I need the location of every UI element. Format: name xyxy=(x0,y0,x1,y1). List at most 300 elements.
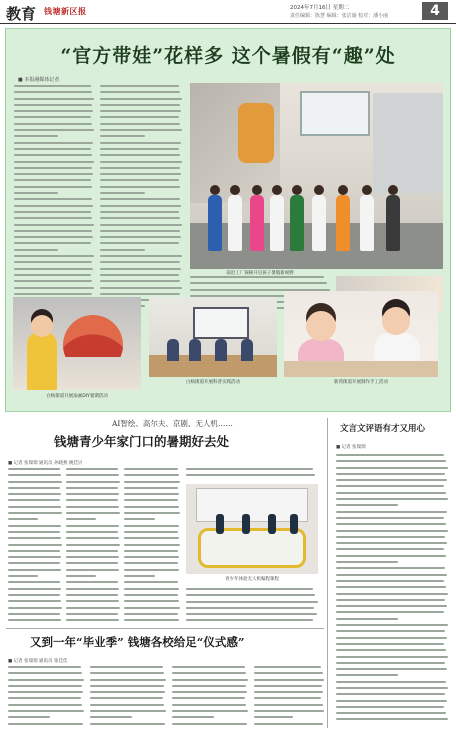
text-line xyxy=(124,493,179,495)
text-line xyxy=(8,550,60,552)
text-line xyxy=(66,607,120,609)
student-figure xyxy=(215,339,227,361)
student-figure xyxy=(242,514,250,534)
text-line xyxy=(124,537,179,539)
text-line xyxy=(336,454,444,456)
text-line xyxy=(336,624,448,626)
text-line xyxy=(14,192,58,194)
text-line xyxy=(14,224,94,226)
text-line xyxy=(66,525,119,527)
child-figure xyxy=(360,195,374,251)
article-kicker: AI智绘、高尔夫、京剧、无人机…… xyxy=(112,419,233,428)
text-line xyxy=(336,555,446,557)
text-line xyxy=(124,481,180,483)
text-line xyxy=(190,282,327,284)
text-line xyxy=(90,679,166,681)
text-line xyxy=(336,706,444,708)
text-line xyxy=(100,104,180,106)
text-line xyxy=(66,575,96,577)
text-line xyxy=(14,91,92,93)
fan-photo-caption: 白杨街道开展扇画DIY暑期活动 xyxy=(46,394,108,399)
issue-date: 2024年7月16日 星期二 xyxy=(290,5,350,11)
factory-tour-photo xyxy=(190,83,443,269)
bottom-article-headline: 又到一年“毕业季” 钱塘各校给足“仪式感” xyxy=(30,635,245,649)
student-figure xyxy=(290,514,298,534)
drone-track-mat xyxy=(198,528,306,568)
bottom-text-col-3 xyxy=(172,666,248,730)
text-line xyxy=(172,672,246,674)
text-line xyxy=(8,575,38,577)
text-line xyxy=(124,619,179,621)
text-line xyxy=(100,179,179,181)
text-line xyxy=(66,544,120,546)
text-line xyxy=(124,468,178,470)
text-line xyxy=(8,562,60,564)
text-line xyxy=(336,530,448,532)
child-figure xyxy=(208,195,222,251)
text-line xyxy=(14,104,92,106)
text-line xyxy=(124,594,178,596)
text-line xyxy=(100,217,180,219)
text-line xyxy=(90,710,166,712)
text-line xyxy=(66,562,118,564)
text-line xyxy=(336,567,445,569)
text-line xyxy=(66,468,118,470)
text-line xyxy=(8,531,60,533)
text-line xyxy=(90,672,164,674)
text-line xyxy=(66,506,119,508)
text-line xyxy=(186,588,313,590)
feature-text-col-1 xyxy=(14,85,94,315)
text-line xyxy=(8,468,60,470)
text-line xyxy=(66,474,119,476)
text-line xyxy=(8,594,60,596)
text-line xyxy=(336,473,445,475)
text-line xyxy=(8,607,62,609)
text-line xyxy=(124,506,179,508)
text-line xyxy=(100,255,182,257)
text-line xyxy=(254,672,323,674)
text-line xyxy=(14,123,92,125)
text-line xyxy=(14,186,92,188)
robot-arm xyxy=(238,103,274,163)
text-line xyxy=(100,287,182,289)
page-number: 4 xyxy=(422,2,448,20)
text-line xyxy=(100,205,181,207)
observation-window xyxy=(300,91,370,136)
text-line xyxy=(100,274,179,276)
text-line xyxy=(100,224,182,226)
text-line xyxy=(336,561,398,563)
text-line xyxy=(124,569,179,571)
text-line xyxy=(124,575,155,577)
text-line xyxy=(8,569,61,571)
text-line xyxy=(66,550,118,552)
text-line xyxy=(8,493,61,495)
text-line xyxy=(336,504,398,506)
text-line xyxy=(336,687,448,689)
handicraft-photo xyxy=(284,291,438,377)
text-line xyxy=(336,668,447,670)
text-line xyxy=(90,716,132,718)
text-line xyxy=(186,594,315,596)
feature-headline: “官方带娃”花样多 这个暑假有“趣”处 xyxy=(60,45,396,67)
text-line xyxy=(254,716,293,718)
text-line xyxy=(124,562,178,564)
text-line xyxy=(124,525,179,527)
text-line xyxy=(66,493,119,495)
text-line xyxy=(254,723,323,725)
text-line xyxy=(8,556,61,558)
text-line xyxy=(100,242,179,244)
text-line xyxy=(172,691,247,693)
text-line xyxy=(172,666,245,668)
text-line xyxy=(8,619,61,621)
text-line xyxy=(8,499,60,501)
text-line xyxy=(14,142,93,144)
craft-table xyxy=(284,361,438,377)
craft-photo-caption: 新湾街道开展制作手工活动 xyxy=(334,380,388,385)
student-figure xyxy=(268,514,276,534)
text-line xyxy=(336,511,447,513)
text-line xyxy=(14,211,91,213)
text-line xyxy=(336,542,447,544)
text-line xyxy=(124,550,178,552)
section-title: 教育 xyxy=(6,5,37,23)
text-line xyxy=(100,192,145,194)
text-line xyxy=(124,499,178,501)
text-line xyxy=(336,574,447,576)
text-line xyxy=(14,236,93,238)
drone-class-photo xyxy=(186,484,318,574)
text-line xyxy=(100,142,181,144)
text-line xyxy=(100,249,145,251)
text-line xyxy=(100,148,179,150)
text-line xyxy=(8,716,50,718)
text-line xyxy=(66,487,118,489)
text-line xyxy=(336,492,446,494)
text-line xyxy=(254,704,323,706)
text-line xyxy=(254,710,324,712)
text-line xyxy=(66,594,118,596)
article-text-col-4 xyxy=(186,468,318,482)
text-line xyxy=(186,619,313,621)
text-line xyxy=(14,85,91,87)
text-line xyxy=(124,556,179,558)
text-line xyxy=(336,548,444,550)
child-figure xyxy=(312,195,326,251)
text-line xyxy=(8,710,84,712)
text-line xyxy=(14,293,92,295)
text-line xyxy=(8,512,62,514)
child-figure xyxy=(336,195,350,251)
text-line xyxy=(8,685,82,687)
text-line xyxy=(336,618,398,620)
text-line xyxy=(100,280,180,282)
text-line xyxy=(66,581,118,583)
text-line xyxy=(14,148,91,150)
side-article-headline: 文言文评语有才又用心 xyxy=(340,424,426,434)
text-line xyxy=(124,487,178,489)
text-line xyxy=(14,179,91,181)
text-line xyxy=(100,167,180,169)
page-header xyxy=(0,0,456,24)
text-line xyxy=(14,110,93,112)
text-line xyxy=(8,581,60,583)
text-line xyxy=(8,588,61,590)
text-line xyxy=(100,230,180,232)
text-line xyxy=(124,544,180,546)
text-line xyxy=(8,544,62,546)
article-byline: ■ 记者 张瑞瑞 通讯员 孙晓燕 姚佳贝 xyxy=(8,461,83,466)
machine-right xyxy=(373,93,443,193)
text-line xyxy=(14,268,93,270)
text-line xyxy=(66,499,118,501)
text-line xyxy=(124,512,180,514)
child-figure xyxy=(290,195,304,251)
text-line xyxy=(172,716,214,718)
text-line xyxy=(66,619,119,621)
text-line xyxy=(100,91,180,93)
text-line xyxy=(124,600,179,602)
text-line xyxy=(14,154,92,156)
side-article-text xyxy=(336,454,448,728)
text-line xyxy=(186,601,318,603)
text-line xyxy=(14,98,94,100)
text-line xyxy=(66,556,119,558)
text-line xyxy=(8,666,81,668)
girl-face xyxy=(306,311,336,341)
text-line xyxy=(190,276,324,278)
text-line xyxy=(336,630,445,632)
article-text-col-5 xyxy=(186,588,318,624)
text-line xyxy=(14,129,94,131)
text-line xyxy=(100,236,181,238)
text-line xyxy=(100,261,180,263)
text-line xyxy=(14,116,91,118)
article-text-col-2 xyxy=(66,468,120,624)
text-line xyxy=(172,710,248,712)
text-line xyxy=(66,588,119,590)
text-line xyxy=(100,211,179,213)
text-line xyxy=(186,607,314,609)
text-line xyxy=(336,580,444,582)
text-line xyxy=(8,487,60,489)
text-line xyxy=(8,613,60,615)
paper-fan xyxy=(63,315,123,375)
text-line xyxy=(336,693,445,695)
text-line xyxy=(336,479,447,481)
text-line xyxy=(66,600,119,602)
text-line xyxy=(66,481,120,483)
text-line xyxy=(100,186,180,188)
text-line xyxy=(186,474,315,476)
text-line xyxy=(8,672,82,674)
adult-figure xyxy=(386,195,400,251)
text-line xyxy=(336,712,446,714)
text-line xyxy=(14,167,92,169)
text-line xyxy=(172,704,246,706)
text-line xyxy=(66,569,119,571)
text-line xyxy=(14,287,94,289)
factory-photo-caption: 前沿工厂探秘开启孩子暑假新视野 xyxy=(226,271,294,276)
article-headline: 钱塘青少年家门口的暑期好去处 xyxy=(54,434,230,449)
classroom-photo xyxy=(149,297,277,377)
text-line xyxy=(14,161,94,163)
text-line xyxy=(14,135,58,137)
feature-text-col-2 xyxy=(100,85,182,315)
text-line xyxy=(90,723,165,725)
child-figure xyxy=(250,195,264,251)
text-line xyxy=(8,600,61,602)
text-line xyxy=(8,704,82,706)
text-line xyxy=(172,685,246,687)
text-line xyxy=(336,536,445,538)
text-line xyxy=(66,537,119,539)
text-line xyxy=(14,230,92,232)
side-article-byline: ■ 记者 张瑞瑞 xyxy=(336,445,366,450)
text-line xyxy=(100,198,180,200)
text-line xyxy=(14,242,91,244)
text-line xyxy=(336,605,447,607)
text-line xyxy=(14,205,93,207)
text-line xyxy=(172,697,245,699)
bottom-text-col-1 xyxy=(8,666,84,730)
fan-painting-photo xyxy=(13,297,141,390)
text-line xyxy=(90,691,165,693)
bottom-article-byline: ■ 记者 张瑞瑞 通讯员 张佳佳 xyxy=(8,659,68,664)
student-figure xyxy=(216,514,224,534)
text-line xyxy=(8,697,81,699)
text-line xyxy=(254,666,321,668)
girl-face xyxy=(31,315,53,337)
text-line xyxy=(100,154,180,156)
text-line xyxy=(336,593,448,595)
classroom-photo-caption: 白杨街道开展科普实践活动 xyxy=(186,380,240,385)
drone-photo-caption: 青少年体验无人机编程课程 xyxy=(225,577,279,582)
text-line xyxy=(336,656,448,658)
text-line xyxy=(66,512,120,514)
text-line xyxy=(336,523,446,525)
text-line xyxy=(336,718,448,720)
text-line xyxy=(14,274,91,276)
text-line xyxy=(186,613,317,615)
text-line xyxy=(14,249,58,251)
text-line xyxy=(90,685,164,687)
text-line xyxy=(66,613,118,615)
text-line xyxy=(336,498,448,500)
text-line xyxy=(336,517,444,519)
student-figure xyxy=(189,339,201,361)
text-line xyxy=(254,679,324,681)
text-line xyxy=(100,129,182,131)
feature-panel xyxy=(5,28,451,412)
text-line xyxy=(336,700,447,702)
text-line xyxy=(100,161,182,163)
text-line xyxy=(8,537,61,539)
text-line xyxy=(14,198,92,200)
text-line xyxy=(14,255,94,257)
girl-figure xyxy=(27,332,57,390)
bottom-text-col-4 xyxy=(254,666,324,730)
text-line xyxy=(14,217,92,219)
text-line xyxy=(100,268,181,270)
text-line xyxy=(124,581,178,583)
text-line xyxy=(172,723,247,725)
text-line xyxy=(90,666,163,668)
text-line xyxy=(100,116,179,118)
text-line xyxy=(124,613,178,615)
projection-screen xyxy=(193,307,249,339)
article-text-col-1 xyxy=(8,468,62,624)
text-line xyxy=(8,691,83,693)
child-figure xyxy=(228,195,242,251)
text-line xyxy=(100,173,181,175)
text-line xyxy=(254,697,321,699)
text-line xyxy=(254,685,322,687)
text-line xyxy=(124,518,155,520)
text-line xyxy=(100,110,181,112)
text-line xyxy=(90,697,163,699)
girl-face xyxy=(382,307,410,335)
text-line xyxy=(336,599,445,601)
text-line xyxy=(336,611,444,613)
text-line xyxy=(336,643,444,645)
text-line xyxy=(336,460,446,462)
text-line xyxy=(8,518,38,520)
text-line xyxy=(8,506,61,508)
text-line xyxy=(336,467,448,469)
feature-byline: ■ 本报融媒体记者 xyxy=(18,77,60,83)
column-divider xyxy=(327,418,328,728)
article-divider xyxy=(6,628,324,629)
text-line xyxy=(254,691,323,693)
masthead-logo: 钱塘新区报 xyxy=(44,6,87,16)
text-line xyxy=(336,637,447,639)
text-line xyxy=(336,662,445,664)
text-line xyxy=(8,481,62,483)
text-line xyxy=(186,468,313,470)
student-figure xyxy=(241,339,253,361)
text-line xyxy=(100,123,180,125)
text-line xyxy=(8,474,61,476)
text-line xyxy=(14,280,92,282)
text-line xyxy=(336,485,444,487)
editor-credits: 责任编辑：陈慧 编辑：张洁瑜 校对：潘小丽 xyxy=(290,13,389,19)
text-line xyxy=(66,531,118,533)
text-line xyxy=(8,525,61,527)
text-line xyxy=(124,474,179,476)
text-line xyxy=(90,704,164,706)
text-line xyxy=(8,679,84,681)
text-line xyxy=(124,531,178,533)
text-line xyxy=(336,681,446,683)
text-line xyxy=(100,293,180,295)
bottom-text-col-2 xyxy=(90,666,166,730)
text-line xyxy=(124,588,179,590)
text-line xyxy=(172,679,248,681)
text-line xyxy=(336,674,398,676)
article-text-col-3 xyxy=(124,468,180,624)
text-line xyxy=(124,607,180,609)
text-line xyxy=(8,723,83,725)
text-line xyxy=(100,135,145,137)
text-line xyxy=(100,85,179,87)
text-line xyxy=(336,649,446,651)
student-figure xyxy=(167,339,179,361)
child-figure xyxy=(270,195,284,251)
text-line xyxy=(66,518,96,520)
